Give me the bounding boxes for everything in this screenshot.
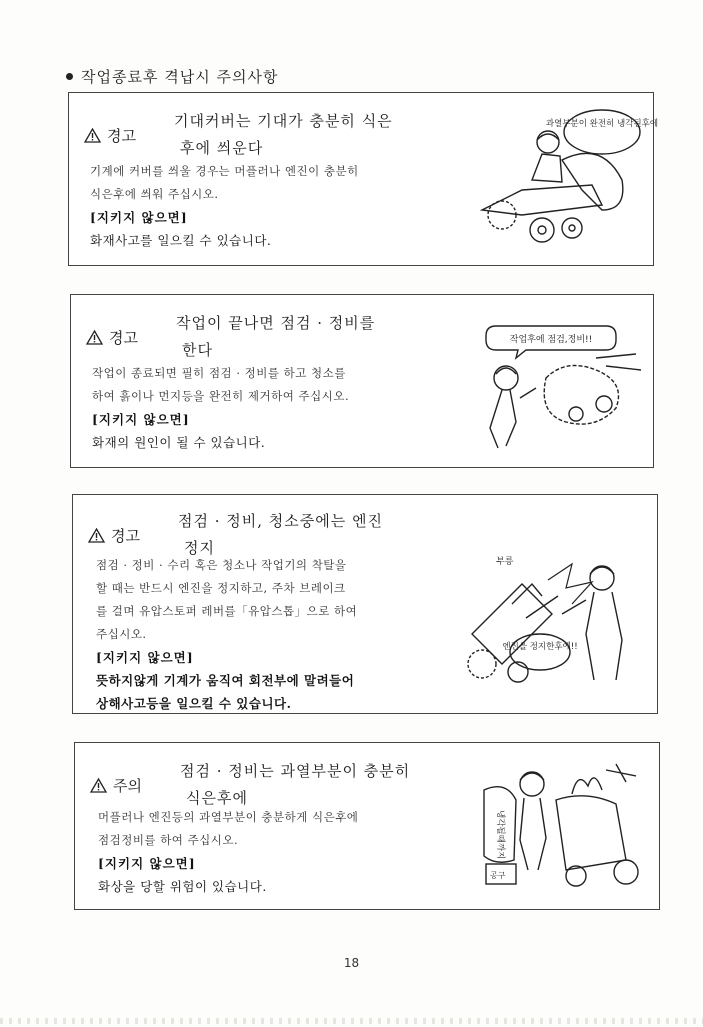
body-line: 할 때는 반드시 엔진을 정지하고, 주차 브레이크	[96, 581, 346, 595]
consequence-heading: [지키지 않으면]	[90, 210, 188, 225]
warning-triangle-icon	[90, 778, 107, 793]
consequence-text: 상해사고등을 일으킬 수 있습니다.	[96, 696, 292, 711]
body-line: 머플러나 엔진등의 과열부분이 충분하게 식은후에	[98, 810, 359, 824]
warning-level-label: 경고	[107, 126, 136, 145]
headline-line: 한다	[182, 341, 213, 359]
warning-level-1	[84, 108, 174, 162]
headline-line: 기대커버는 기대가 충분히 식은	[174, 112, 393, 130]
body-line: 점검 · 정비 · 수리 혹은 청소나 작업기의 착탈을	[96, 558, 347, 572]
warning-body-2	[92, 362, 349, 454]
warning-body-3	[96, 554, 357, 715]
illustration-label: 과열부분이 완전히 냉각된후에	[545, 119, 659, 129]
headline-line: 점검 · 정비, 청소중에는 엔진	[178, 512, 383, 530]
body-line: 점검정비를 하여 주십시오.	[98, 833, 239, 847]
warning-level-label: 경고	[109, 328, 138, 347]
bullet-icon	[66, 73, 73, 80]
section-title	[66, 66, 278, 87]
illustration-cool-down	[476, 760, 646, 896]
headline-line: 작업이 끝나면 점검 · 정비를	[176, 314, 376, 332]
illustration-label-tools: 공구	[490, 871, 506, 880]
scan-artifact	[0, 1018, 703, 1024]
page-number: 18	[343, 956, 360, 970]
warning-triangle-icon	[88, 528, 105, 543]
headline-line: 점검 · 정비는 과열부분이 충분히	[180, 762, 411, 780]
warning-level-4	[90, 758, 180, 812]
illustration-cleaning	[476, 318, 646, 456]
body-line: 하여 흙이나 먼지등을 완전히 제거하여 주십시오.	[92, 389, 350, 403]
warning-triangle-icon	[86, 330, 103, 345]
illustration-label-sound: 부릉	[496, 557, 514, 567]
headline-line: 후에 씌운다	[180, 139, 264, 157]
illustration-engine-stop	[462, 544, 648, 690]
warning-level-2	[86, 310, 176, 364]
illustration-cooling-cover	[462, 110, 659, 250]
section-title-text: 작업종료후 격납시 주의사항	[81, 68, 279, 86]
consequence-text: 뜻하지않게 기계가 움직여 회전부에 말려들어	[96, 673, 355, 688]
warning-triangle-icon	[84, 128, 101, 143]
consequence-heading: [지키지 않으면]	[92, 412, 190, 427]
warning-headline-4	[180, 758, 410, 812]
consequence-text: 화상을 당할 위험이 있습니다.	[98, 879, 267, 894]
warning-level-label: 경고	[111, 526, 140, 545]
consequence-text: 화재사고를 일으킬 수 있습니다.	[90, 233, 272, 248]
warning-body-4	[98, 806, 358, 898]
body-line: 주십시오.	[96, 627, 147, 641]
warning-header-1	[84, 108, 393, 162]
headline-line: 정지	[184, 539, 215, 557]
warning-header-4	[90, 758, 410, 812]
warning-level-label: 주의	[113, 776, 142, 795]
illustration-label: 냉각될때까지	[495, 810, 505, 860]
consequence-text: 화재의 원인이 될 수 있습니다.	[92, 435, 266, 450]
body-line: 작업이 종료되면 필히 점검 · 정비를 하고 청소를	[92, 366, 346, 380]
warning-body-1	[90, 160, 359, 252]
illustration-label: 엔진을 정지한후에!!	[502, 642, 578, 652]
body-line: 를 걸며 유압스토퍼 레버를「유압스톱」으로 하여	[96, 604, 358, 618]
headline-line: 식은후에	[186, 789, 248, 807]
body-line: 식은후에 씌워 주십시오.	[90, 187, 219, 201]
consequence-heading: [지키지 않으면]	[96, 650, 194, 665]
warning-headline-2	[176, 310, 375, 364]
warning-headline-1	[174, 108, 393, 162]
warning-header-2	[86, 310, 375, 364]
consequence-heading: [지키지 않으면]	[98, 856, 196, 871]
illustration-label: 작업후에 점검,정비!!	[509, 335, 593, 345]
body-line: 기계에 커버를 씌울 경우는 머플러나 엔진이 충분히	[90, 164, 359, 178]
